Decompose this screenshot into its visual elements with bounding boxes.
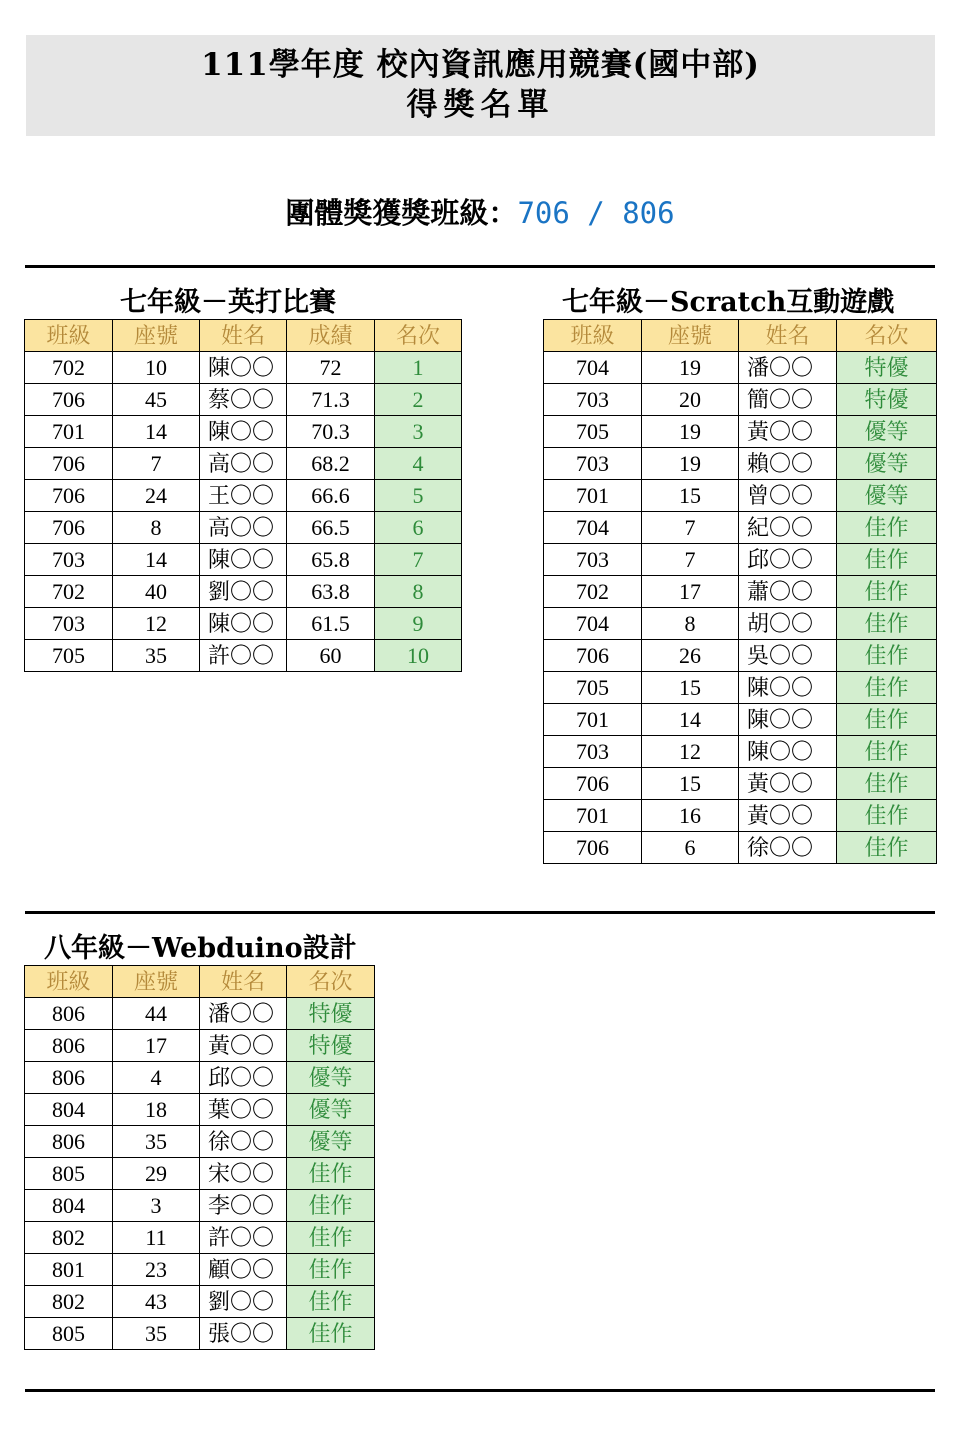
class-cell: 701 [25,416,113,448]
seat-cell: 19 [642,352,739,384]
column-header: 班級 [25,966,113,998]
name-cell: 胡〇〇 [739,608,837,640]
seat-cell: 8 [113,512,200,544]
title-banner [26,35,935,136]
rank-cell: 佳作 [837,512,937,544]
seat-cell: 7 [642,544,739,576]
table-row [544,704,937,736]
team-award [0,191,960,232]
rank-cell: 優等 [287,1126,375,1158]
class-cell: 806 [25,1062,113,1094]
table-header-row [25,966,375,998]
seat-cell: 14 [113,544,200,576]
name-cell: 張〇〇 [200,1318,287,1350]
score-cell: 60 [287,640,375,672]
name-cell: 黃〇〇 [739,768,837,800]
score-cell: 65.8 [287,544,375,576]
rank-cell: 佳作 [837,768,937,800]
score-cell: 70.3 [287,416,375,448]
rank-cell: 6 [375,512,462,544]
name-cell: 許〇〇 [200,640,287,672]
seat-cell: 14 [113,416,200,448]
name-cell: 黃〇〇 [739,416,837,448]
table-row [544,448,937,480]
rank-cell: 優等 [287,1094,375,1126]
rank-cell: 特優 [837,384,937,416]
rank-cell: 優等 [837,448,937,480]
rank-cell: 5 [375,480,462,512]
rank-cell: 佳作 [837,800,937,832]
name-cell: 李〇〇 [200,1190,287,1222]
table-row [544,416,937,448]
name-cell: 葉〇〇 [200,1094,287,1126]
name-cell: 黃〇〇 [739,800,837,832]
page-subtitle: 得獎名單 [406,87,555,123]
table-header-row [544,320,937,352]
name-cell: 徐〇〇 [739,832,837,864]
score-cell: 71.3 [287,384,375,416]
name-cell: 紀〇〇 [739,512,837,544]
class-cell: 801 [25,1254,113,1286]
class-cell: 703 [25,544,113,576]
table-row [544,832,937,864]
table-header-row [25,320,462,352]
name-cell: 高〇〇 [200,448,287,480]
column-header: 班級 [25,320,113,352]
name-cell: 陳〇〇 [200,608,287,640]
table-row [25,512,462,544]
name-cell: 邱〇〇 [739,544,837,576]
name-cell: 賴〇〇 [739,448,837,480]
name-cell: 陳〇〇 [200,416,287,448]
class-cell: 701 [544,800,642,832]
seat-cell: 20 [642,384,739,416]
name-cell: 徐〇〇 [200,1126,287,1158]
scratch-results-table [543,319,937,864]
class-cell: 701 [544,480,642,512]
column-header: 座號 [113,320,200,352]
table-row [25,544,462,576]
seat-cell: 11 [113,1222,200,1254]
team-award-classes: 706 / 806 [517,196,675,230]
class-cell: 705 [544,672,642,704]
seat-cell: 35 [113,1318,200,1350]
table-row [544,800,937,832]
column-header: 名次 [287,966,375,998]
rank-cell: 佳作 [837,544,937,576]
table-row [25,1318,375,1350]
class-cell: 701 [544,704,642,736]
class-cell: 706 [25,512,113,544]
rank-cell: 佳作 [837,608,937,640]
table-row [25,448,462,480]
rank-cell: 佳作 [287,1222,375,1254]
class-cell: 806 [25,1030,113,1062]
name-cell: 陳〇〇 [739,672,837,704]
name-cell: 邱〇〇 [200,1062,287,1094]
name-cell: 黃〇〇 [200,1030,287,1062]
page-title: 111學年度 校內資訊應用競賽(國中部) [201,47,760,83]
column-header: 姓名 [200,320,287,352]
rank-cell: 佳作 [287,1286,375,1318]
seat-cell: 14 [642,704,739,736]
column-header: 座號 [642,320,739,352]
seat-cell: 17 [113,1030,200,1062]
name-cell: 簡〇〇 [739,384,837,416]
seat-cell: 15 [642,672,739,704]
name-cell: 蕭〇〇 [739,576,837,608]
name-cell: 吳〇〇 [739,640,837,672]
typing-section-title: 七年級－英打比賽 [120,287,336,318]
table-row [544,768,937,800]
table-row [544,672,937,704]
class-cell: 705 [544,416,642,448]
seat-cell: 40 [113,576,200,608]
table-row [25,352,462,384]
seat-cell: 18 [113,1094,200,1126]
table-row [25,1030,375,1062]
table-row [25,384,462,416]
table-row [544,480,937,512]
rank-cell: 優等 [837,480,937,512]
score-cell: 66.5 [287,512,375,544]
seat-cell: 24 [113,480,200,512]
divider [25,911,935,914]
rank-cell: 4 [375,448,462,480]
class-cell: 806 [25,998,113,1030]
table-row [25,1126,375,1158]
rank-cell: 佳作 [287,1254,375,1286]
rank-cell: 佳作 [287,1190,375,1222]
class-cell: 704 [544,512,642,544]
table-row [544,608,937,640]
rank-cell: 3 [375,416,462,448]
seat-cell: 8 [642,608,739,640]
class-cell: 705 [25,640,113,672]
rank-cell: 佳作 [837,576,937,608]
scratch-section-title: 七年級－Scratch互動遊戲 [562,287,895,318]
rank-cell: 1 [375,352,462,384]
table-row [544,576,937,608]
class-cell: 802 [25,1222,113,1254]
table-row [544,384,937,416]
table-row [25,1190,375,1222]
table-row [25,1062,375,1094]
seat-cell: 15 [642,480,739,512]
column-header: 班級 [544,320,642,352]
class-cell: 706 [544,640,642,672]
class-cell: 704 [544,352,642,384]
table-row [544,544,937,576]
class-cell: 703 [544,736,642,768]
column-header: 姓名 [200,966,287,998]
table-row [25,1222,375,1254]
class-cell: 706 [544,832,642,864]
class-cell: 706 [25,480,113,512]
seat-cell: 45 [113,384,200,416]
score-cell: 68.2 [287,448,375,480]
table-row [544,640,937,672]
column-header: 名次 [837,320,937,352]
class-cell: 706 [25,448,113,480]
class-cell: 704 [544,608,642,640]
table-row [25,576,462,608]
name-cell: 蔡〇〇 [200,384,287,416]
rank-cell: 佳作 [837,640,937,672]
seat-cell: 29 [113,1158,200,1190]
class-cell: 805 [25,1158,113,1190]
seat-cell: 26 [642,640,739,672]
table-row [25,480,462,512]
rank-cell: 10 [375,640,462,672]
rank-cell: 優等 [287,1062,375,1094]
name-cell: 潘〇〇 [200,998,287,1030]
seat-cell: 10 [113,352,200,384]
class-cell: 702 [25,576,113,608]
table-row [25,1158,375,1190]
name-cell: 宋〇〇 [200,1158,287,1190]
team-award-label: 團體獎獲獎班級： [285,196,518,230]
seat-cell: 35 [113,1126,200,1158]
rank-cell: 佳作 [837,704,937,736]
rank-cell: 佳作 [287,1158,375,1190]
seat-cell: 44 [113,998,200,1030]
rank-cell: 9 [375,608,462,640]
divider [25,1389,935,1392]
class-cell: 703 [25,608,113,640]
class-cell: 804 [25,1190,113,1222]
table-row [25,1254,375,1286]
table-row [25,640,462,672]
name-cell: 陳〇〇 [200,544,287,576]
seat-cell: 43 [113,1286,200,1318]
class-cell: 805 [25,1318,113,1350]
rank-cell: 特優 [287,998,375,1030]
seat-cell: 16 [642,800,739,832]
table-row [25,1286,375,1318]
seat-cell: 19 [642,416,739,448]
seat-cell: 3 [113,1190,200,1222]
class-cell: 703 [544,544,642,576]
score-cell: 66.6 [287,480,375,512]
name-cell: 潘〇〇 [739,352,837,384]
seat-cell: 7 [113,448,200,480]
class-cell: 802 [25,1286,113,1318]
name-cell: 陳〇〇 [739,704,837,736]
table-row [544,352,937,384]
seat-cell: 15 [642,768,739,800]
class-cell: 706 [25,384,113,416]
seat-cell: 12 [113,608,200,640]
seat-cell: 35 [113,640,200,672]
table-row [25,416,462,448]
rank-cell: 7 [375,544,462,576]
rank-cell: 佳作 [837,736,937,768]
rank-cell: 2 [375,384,462,416]
table-row [544,736,937,768]
class-cell: 702 [544,576,642,608]
name-cell: 高〇〇 [200,512,287,544]
score-cell: 61.5 [287,608,375,640]
table-row [25,1094,375,1126]
seat-cell: 7 [642,512,739,544]
rank-cell: 特優 [287,1030,375,1062]
rank-cell: 佳作 [837,832,937,864]
name-cell: 顧〇〇 [200,1254,287,1286]
rank-cell: 優等 [837,416,937,448]
divider [25,265,935,268]
seat-cell: 12 [642,736,739,768]
seat-cell: 6 [642,832,739,864]
rank-cell: 特優 [837,352,937,384]
rank-cell: 佳作 [837,672,937,704]
column-header: 成績 [287,320,375,352]
webduino-section-title: 八年級－Webduino設計 [44,933,357,964]
column-header: 姓名 [739,320,837,352]
rank-cell: 8 [375,576,462,608]
score-cell: 72 [287,352,375,384]
name-cell: 劉〇〇 [200,1286,287,1318]
seat-cell: 4 [113,1062,200,1094]
class-cell: 702 [25,352,113,384]
name-cell: 陳〇〇 [739,736,837,768]
table-row [544,512,937,544]
class-cell: 806 [25,1126,113,1158]
name-cell: 曾〇〇 [739,480,837,512]
webduino-results-table [24,965,375,1350]
table-row [25,608,462,640]
typing-results-table [24,319,462,672]
name-cell: 劉〇〇 [200,576,287,608]
name-cell: 王〇〇 [200,480,287,512]
name-cell: 陳〇〇 [200,352,287,384]
column-header: 座號 [113,966,200,998]
seat-cell: 23 [113,1254,200,1286]
seat-cell: 19 [642,448,739,480]
score-cell: 63.8 [287,576,375,608]
class-cell: 703 [544,448,642,480]
class-cell: 804 [25,1094,113,1126]
column-header: 名次 [375,320,462,352]
name-cell: 許〇〇 [200,1222,287,1254]
table-row [25,998,375,1030]
rank-cell: 佳作 [287,1318,375,1350]
class-cell: 706 [544,768,642,800]
class-cell: 703 [544,384,642,416]
seat-cell: 17 [642,576,739,608]
